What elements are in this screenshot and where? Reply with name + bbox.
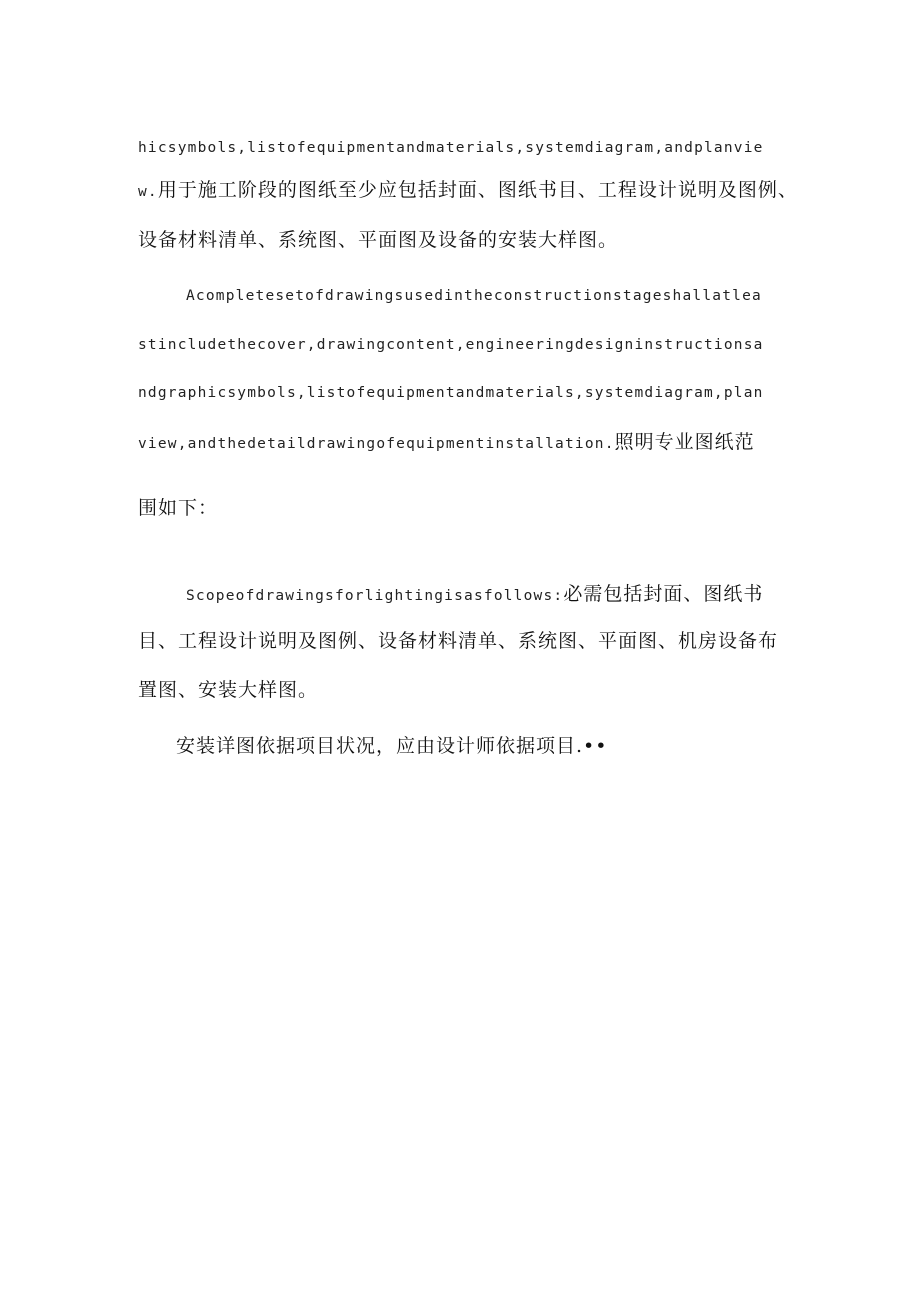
text-line-8	[138, 496, 218, 520]
text-line-6	[138, 379, 764, 405]
chinese-text: 围如下：	[138, 497, 219, 519]
text-line-10	[138, 629, 778, 653]
chinese-text: 必需包括封面、图纸书	[563, 583, 764, 605]
english-text: hicsymbols,listofequipmentandmaterials,systemdiagram,andplanvie	[138, 140, 764, 156]
chinese-text: 安装详图依据项目状况，应由设计师依据项目.••	[176, 735, 608, 757]
english-text: view,andthedetaildrawingofequipmentinstallation.	[138, 436, 615, 452]
text-line-7	[138, 430, 755, 456]
text-line-1	[138, 134, 764, 160]
text-line-9	[186, 582, 763, 608]
english-text: Acompletesetofdrawingsusedintheconstructionstageshallatlea	[186, 288, 762, 304]
chinese-text: 置图、安装大样图。	[138, 679, 319, 701]
text-line-2	[138, 178, 798, 204]
text-line-11	[138, 678, 318, 702]
text-line-4	[186, 282, 762, 308]
text-line-5	[138, 331, 764, 357]
english-text: Scopeofdrawingsforlightingisasfollows:	[186, 588, 564, 604]
english-text: stincludethecover,drawingcontent,engineeringdesigninstructionsa	[138, 337, 764, 353]
text-line-3	[138, 228, 618, 252]
english-text: w.	[138, 184, 158, 200]
english-text: ndgraphicsymbols,listofequipmentandmaterials,systemdiagram,plan	[138, 385, 764, 401]
chinese-text: 目、工程设计说明及图例、设备材料清单、系统图、平面图、机房设备布	[138, 630, 779, 652]
chinese-text: 用于施工阶段的图纸至少应包括封面、图纸书目、工程设计说明及图例、	[157, 179, 798, 201]
text-line-12	[176, 734, 607, 758]
chinese-text: 照明专业图纸范	[614, 431, 755, 453]
chinese-text: 设备材料清单、系统图、平面图及设备的安装大样图。	[138, 229, 619, 251]
